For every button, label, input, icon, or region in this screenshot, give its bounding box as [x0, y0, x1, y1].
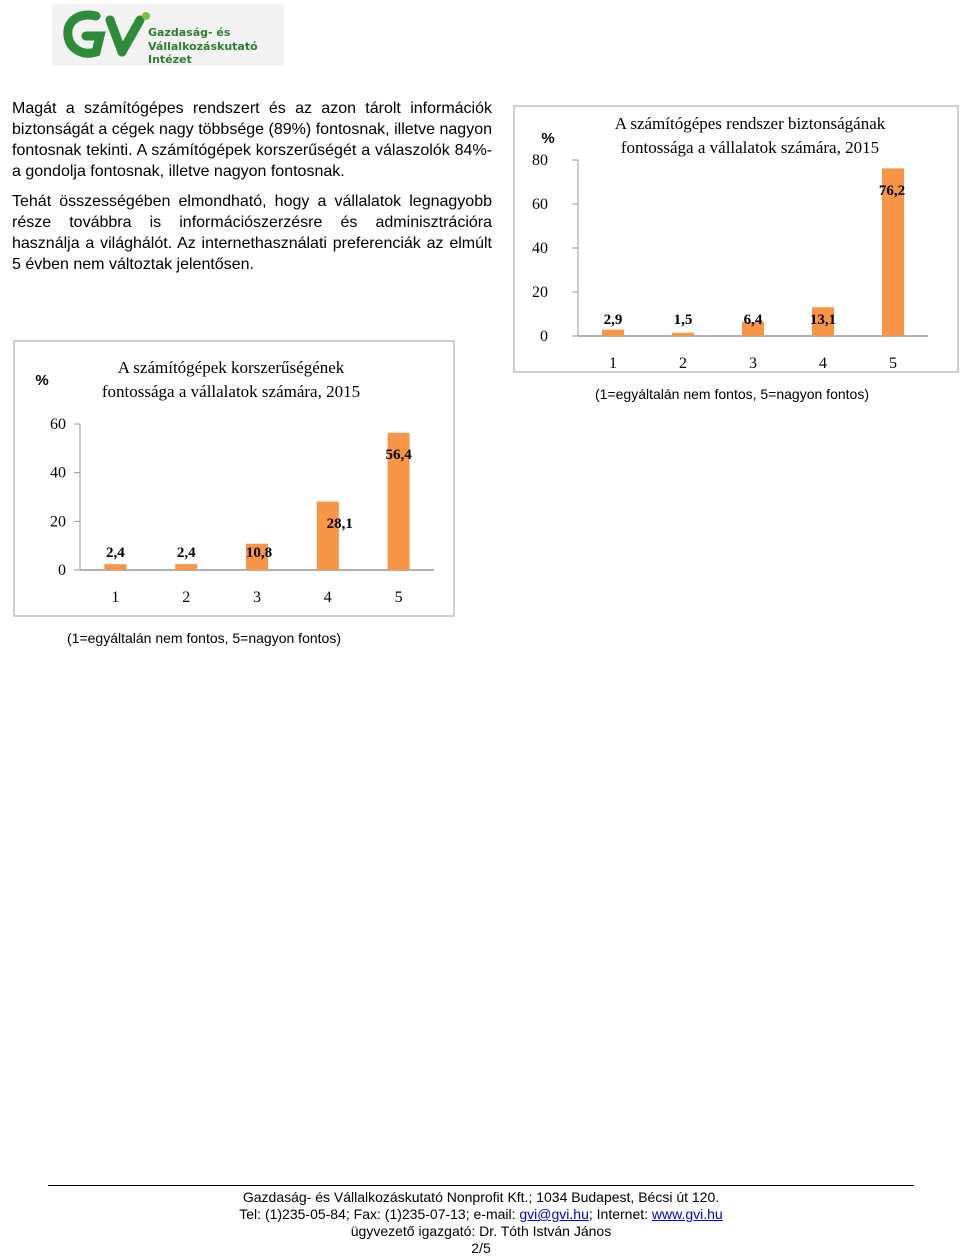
- x-tick-label: 3: [749, 355, 757, 372]
- bar-2: [672, 333, 694, 336]
- data-label: 2,4: [106, 545, 125, 561]
- email-link[interactable]: gvi@gvi.hu: [519, 1206, 589, 1222]
- y-tick-label: 40: [532, 240, 548, 257]
- x-tick-label: 3: [253, 589, 261, 606]
- y-tick-label: 20: [532, 284, 548, 301]
- data-label: 13,1: [809, 312, 837, 328]
- x-tick-label: 4: [819, 355, 827, 372]
- data-label: 10,8: [245, 545, 273, 561]
- footer-internet-label: ; Internet:: [588, 1206, 652, 1222]
- logo-line2: Vállalkozáskutató Intézet: [148, 40, 258, 66]
- y-axis-unit: %: [35, 372, 49, 389]
- x-tick-label: 5: [394, 589, 403, 606]
- data-label: 28,1: [326, 516, 353, 532]
- bar-1: [104, 564, 126, 570]
- data-label: 2,4: [176, 545, 196, 561]
- page-footer: [48, 1185, 914, 1257]
- chart-title-line: A számítógépes rendszer biztonságának: [614, 114, 886, 133]
- y-tick-label: 60: [50, 416, 66, 433]
- footer-line3: ügyvezető igazgató: Dr. Tóth István János: [350, 1223, 612, 1239]
- bar-4: [317, 502, 339, 570]
- website-link[interactable]: www.gvi.hu: [651, 1206, 723, 1222]
- x-tick-label: 2: [679, 355, 687, 372]
- paragraph-2: Tehát összességében elmondható, hogy a vállalatok legnagyobb része továbbra is információszerzésre és adminisztrációra használja a világhálót. Az internethasználati preferenciák az elmúlt 5 évben nem változtak jelentősen.: [12, 193, 492, 273]
- data-label: 1,5: [673, 312, 693, 328]
- bar-2: [175, 564, 197, 570]
- footer-line1: Gazdaság- és Vállalkozáskutató Nonprofit Kft.; 1034 Budapest, Bécsi út 120.: [242, 1189, 720, 1205]
- logo-line1: Gazdaság- és: [148, 26, 231, 39]
- x-tick-label: 4: [323, 589, 332, 606]
- y-tick-label: 60: [532, 196, 548, 213]
- y-tick-label: 0: [58, 562, 66, 579]
- y-tick-label: 80: [532, 152, 548, 169]
- y-axis-unit: %: [541, 130, 555, 147]
- bar-1: [602, 330, 624, 336]
- footer-contact: Tel: (1)235-05-84; Fax: (1)235-07-13; e-mail:: [239, 1206, 520, 1222]
- x-tick-label: 1: [111, 589, 120, 606]
- data-label: 6,4: [743, 312, 763, 328]
- page-number: 2/5: [471, 1240, 491, 1256]
- chart-title-line: fontossága a vállalatok számára, 2015: [620, 138, 880, 157]
- data-label: 76,2: [878, 183, 906, 199]
- y-tick-label: 40: [50, 464, 66, 482]
- footer-line2: [48, 1206, 914, 1223]
- data-label: 56,4: [385, 447, 412, 463]
- chart-title-line: fontossága a vállalatok számára, 2015: [101, 382, 361, 401]
- data-label: 2,9: [603, 312, 623, 328]
- chart-security-importance: [514, 106, 958, 402]
- x-axis-note: (1=egyáltalán nem fontos, 5=nagyon fontos): [595, 386, 869, 402]
- x-axis-note: (1=egyáltalán nem fontos, 5=nagyon fontos): [67, 630, 341, 646]
- chart-title-line: A számítógépek korszerűségének: [117, 358, 345, 377]
- y-tick-label: 20: [50, 513, 66, 531]
- y-tick-label: 0: [540, 328, 548, 345]
- x-tick-label: 2: [182, 589, 191, 606]
- x-tick-label: 1: [609, 355, 617, 372]
- chart-modernity-importance: [14, 341, 454, 646]
- paragraph-1: Magát a számítógépes rendszert és az azon tárolt információk biztonságát a cégek nagy többsége (89%) fontosnak, illetve nagyon fontosnak tekinti. A számítógépek korszerűségét a válaszolók 84%-a gondolja fontosnak, illetve nagyon fontosnak.: [12, 100, 492, 180]
- x-tick-label: 5: [889, 355, 897, 372]
